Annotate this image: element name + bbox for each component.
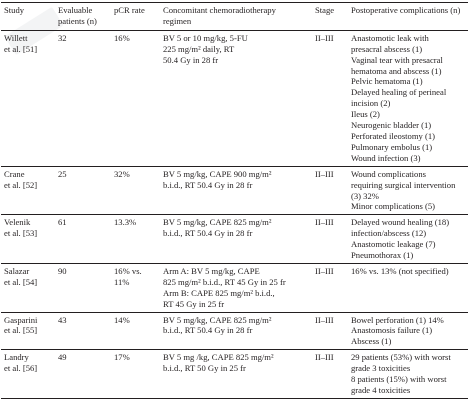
cell-regimen-line: Arm B: CAPE 825 mg/m² b.i.d., bbox=[163, 287, 275, 298]
complications-table bbox=[1, 2, 468, 399]
header-study: Study bbox=[1, 3, 55, 31]
cell-pcr bbox=[111, 263, 160, 312]
cell-complications-line: 8 patients (15%) with worst bbox=[351, 374, 447, 385]
table-row bbox=[1, 350, 468, 399]
cell-complications-line: 16% vs. 13% (not specified) bbox=[351, 265, 449, 276]
cell-complications-line: Wound complications bbox=[351, 168, 426, 179]
cell-complications-line: Anastomosis failure (1) bbox=[351, 325, 433, 336]
cell-study-line: et al. [52] bbox=[4, 179, 38, 190]
cell-pcr-line: 16% bbox=[114, 32, 130, 43]
header-regimen bbox=[160, 3, 312, 31]
table-row bbox=[1, 30, 468, 166]
cell-regimen-line: b.i.d., RT 50.4 Gy in 28 fr bbox=[163, 325, 253, 336]
cell-regimen bbox=[160, 30, 312, 166]
cell-complications-line: Delayed healing of perineal bbox=[351, 87, 447, 98]
cell-study-line: Willett bbox=[4, 32, 28, 43]
cell-regimen-line: BV 5 or 10 mg/kg, 5-FU bbox=[163, 32, 248, 43]
cell-complications-line: Delayed wound healing (18) bbox=[351, 217, 450, 228]
table-row bbox=[1, 312, 468, 350]
header-pcr: pCR rate bbox=[111, 3, 160, 31]
cell-complications-line: incision (2) bbox=[351, 98, 391, 109]
cell-pcr bbox=[111, 30, 160, 166]
cell-regimen bbox=[160, 166, 312, 215]
header-regimen-line: regimen bbox=[163, 15, 192, 26]
cell-regimen-line: BV 5 mg /kg, CAPE 825 mg/m² bbox=[163, 352, 274, 363]
cell-regimen-line: 50.4 Gy in 28 fr bbox=[163, 54, 219, 65]
cell-complications-line: Anastomotic leak with bbox=[351, 32, 429, 43]
cell-pcr bbox=[111, 166, 160, 215]
table-row bbox=[1, 263, 468, 312]
cell-complications bbox=[348, 166, 468, 215]
header-row bbox=[1, 3, 468, 31]
cell-pcr-line: 32% bbox=[114, 168, 130, 179]
cell-complications-line: Pulmonary embolus (1) bbox=[351, 141, 433, 152]
cell-regimen-line: b.i.d., RT 50 Gy in 25 fr bbox=[163, 363, 246, 374]
cell-complications bbox=[348, 215, 468, 264]
cell-complications bbox=[348, 350, 468, 399]
cell-complications-line: Pelvic hematoma (1) bbox=[351, 76, 423, 87]
cell-complications-line: requiring surgical intervention bbox=[351, 179, 456, 190]
cell-regimen-line: b.i.d., RT 50.4 Gy in 28 fr bbox=[163, 179, 253, 190]
cell-regimen-line: 825 mg/m² b.i.d., RT 45 Gy in 25 fr bbox=[163, 276, 286, 287]
cell-pcr-line: 13.3% bbox=[114, 217, 137, 228]
cell-complications bbox=[348, 312, 468, 350]
cell-regimen bbox=[160, 350, 312, 399]
cell-study-line: Salazar bbox=[4, 265, 30, 276]
cell-stage: II–III bbox=[312, 312, 348, 350]
cell-evaluable: 49 bbox=[55, 350, 111, 399]
cell-evaluable: 32 bbox=[55, 30, 111, 166]
header-complications: Postoperative complications (n) bbox=[348, 3, 468, 31]
cell-study-line: et al. [53] bbox=[4, 228, 38, 239]
cell-study bbox=[1, 30, 55, 166]
cell-regimen bbox=[160, 215, 312, 264]
cell-complications-line: grade 3 toxicities bbox=[351, 363, 411, 374]
cell-regimen-line: Arm A: BV 5 mg/kg, CAPE bbox=[163, 265, 260, 276]
cell-evaluable: 90 bbox=[55, 263, 111, 312]
cell-regimen-line: BV 5 mg/kg, CAPE 825 mg/m² bbox=[163, 314, 272, 325]
cell-study-line: et al. [55] bbox=[4, 325, 38, 336]
cell-complications-line: Anastomotic leakage (7) bbox=[351, 239, 436, 250]
cell-complications-line: Minor complications (5) bbox=[351, 201, 436, 212]
cell-regimen-line: BV 5 mg/kg, CAPE 900 mg/m² bbox=[163, 168, 272, 179]
cell-complications-line: 29 patients (53%) with worst bbox=[351, 352, 451, 363]
cell-regimen bbox=[160, 312, 312, 350]
table-row bbox=[1, 215, 468, 264]
cell-stage: II–III bbox=[312, 215, 348, 264]
header-evaluable-line: patients (n) bbox=[58, 15, 97, 26]
cell-complications bbox=[348, 30, 468, 166]
cell-pcr bbox=[111, 312, 160, 350]
cell-complications-line: hematoma and abscess (1) bbox=[351, 65, 442, 76]
cell-study-line: Crane bbox=[4, 168, 25, 179]
cell-complications-line: Vaginal tear with presacral bbox=[351, 54, 443, 65]
header-regimen-line: Concomitant chemoradiotherapy bbox=[163, 5, 276, 15]
cell-evaluable: 43 bbox=[55, 312, 111, 350]
cell-complications-line: Neurogenic bladder (1) bbox=[351, 120, 432, 131]
cell-pcr-line: 17% bbox=[114, 352, 130, 363]
cell-study bbox=[1, 166, 55, 215]
header-evaluable bbox=[55, 3, 111, 31]
cell-pcr-line: 14% bbox=[114, 314, 130, 325]
cell-complications-line: Wound infection (3) bbox=[351, 152, 421, 163]
cell-evaluable: 25 bbox=[55, 166, 111, 215]
cell-regimen-line: RT 45 Gy in 25 fr bbox=[163, 298, 225, 309]
cell-study-line: Velenik bbox=[4, 217, 31, 228]
table-row bbox=[1, 166, 468, 215]
cell-pcr-line: 16% vs. bbox=[114, 265, 142, 276]
cell-study-line: et al. [54] bbox=[4, 276, 38, 287]
cell-complications-line: Perforated ileostomy (1) bbox=[351, 130, 436, 141]
cell-complications-line: Abscess (1) bbox=[351, 336, 392, 347]
header-stage: Stage bbox=[312, 3, 348, 31]
cell-pcr bbox=[111, 215, 160, 264]
cell-complications-line: presacral abscess (1) bbox=[351, 43, 423, 54]
cell-complications bbox=[348, 263, 468, 312]
cell-complications-line: Ileus (2) bbox=[351, 109, 380, 120]
cell-study-line: et al. [51] bbox=[4, 43, 38, 54]
cell-regimen bbox=[160, 263, 312, 312]
cell-study bbox=[1, 350, 55, 399]
cell-study-line: Landry bbox=[4, 352, 29, 363]
cell-pcr-line: 11% bbox=[114, 276, 130, 287]
cell-regimen-line: 225 mg/m² daily, RT bbox=[163, 43, 235, 54]
cell-regimen-line: BV 5 mg/kg, CAPE 825 mg/m² bbox=[163, 217, 272, 228]
cell-study bbox=[1, 263, 55, 312]
cell-complications-line: (3) 32% bbox=[351, 190, 379, 201]
cell-study bbox=[1, 215, 55, 264]
cell-evaluable: 61 bbox=[55, 215, 111, 264]
cell-complications-line: Pneumothorax (1) bbox=[351, 250, 414, 261]
cell-study-line: Gasparini bbox=[4, 314, 38, 325]
cell-stage: II–III bbox=[312, 263, 348, 312]
cell-study bbox=[1, 312, 55, 350]
cell-study-line: et al. [56] bbox=[4, 363, 38, 374]
cell-stage: II–III bbox=[312, 350, 348, 399]
cell-complications-line: grade 4 toxicities bbox=[351, 385, 411, 395]
cell-complications-line: Bowel perforation (1) 14% bbox=[351, 314, 444, 325]
cell-pcr bbox=[111, 350, 160, 399]
header-evaluable-line: Evaluable bbox=[58, 5, 93, 15]
cell-complications-line: infection/abscess (12) bbox=[351, 228, 427, 239]
cell-regimen-line: b.i.d., RT 50.4 Gy in 28 fr bbox=[163, 228, 253, 239]
cell-stage: II–III bbox=[312, 166, 348, 215]
cell-stage: II–III bbox=[312, 30, 348, 166]
